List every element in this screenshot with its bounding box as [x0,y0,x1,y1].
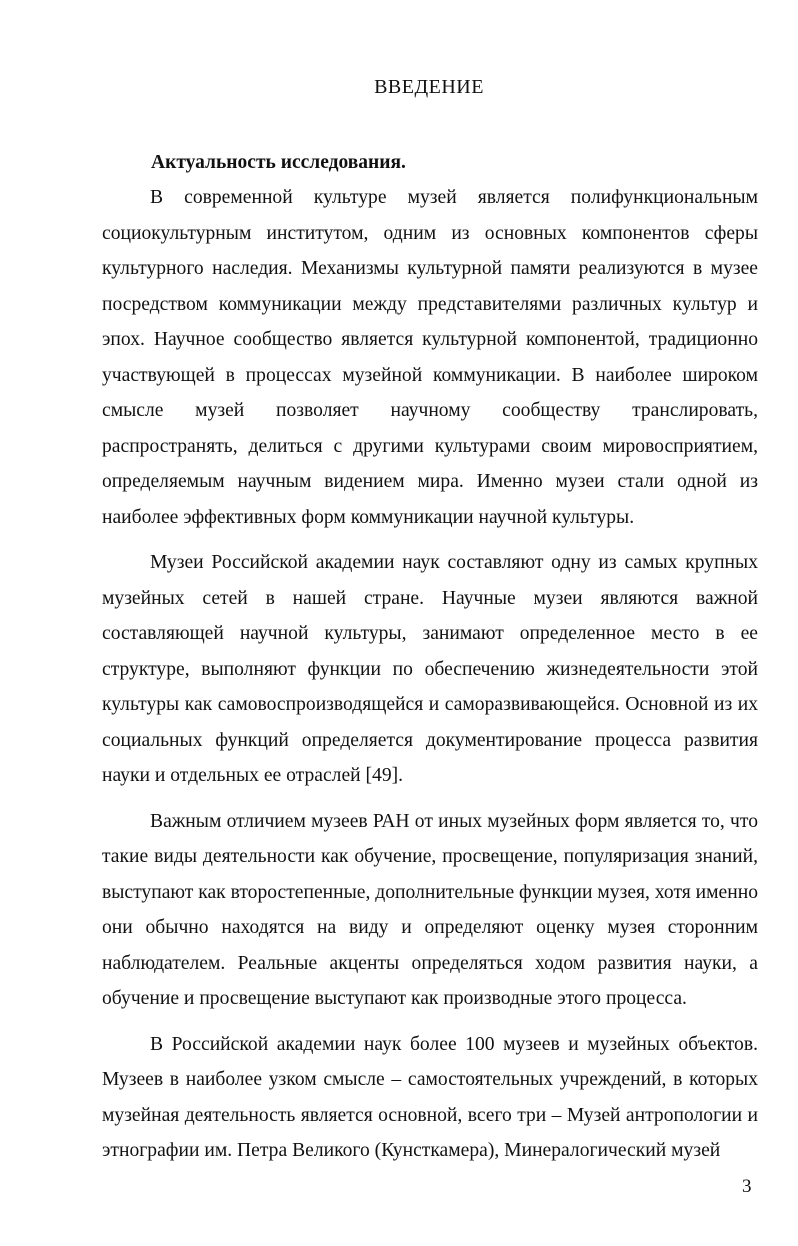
body-text [102,180,758,1169]
paragraph: Важным отличием музеев РАН от иных музейных форм является то, что такие виды деятельности как обучение, просвещение, популяризация знаний, выступают как второстепенные, дополнительные функции музея, хотя именно они обычно находятся на виду и определяют оценку музея сторонним наблюдателем. Реальные акценты определяться ходом развития науки, а обучение и просвещение выступают как производные этого процесса. [102,810,759,1009]
paragraph: Музеи Российской академии наук составляют одну из самых крупных музейных сетей в нашей стране. Научные музеи являются важной составляющей научной культуры, занимают определенное место в ее структуре, выполняют функции по обеспечению жизнедеятельности этой культуры как самовоспроизводящейся и саморазвивающейся. Основной из их социальных функций определяется документирование процесса развития науки и отдельных ее отраслей [49]. [102,552,758,786]
page-title: ВВЕДЕНИЕ [374,76,484,98]
paragraph: В Российской академии наук более 100 музеев и музейных объектов. Музеев в наиболее узком смысле – самостоятельных учреждений, в которых музейная деятельность является основной, всего три – Музей антропологии и этнографии им. Петра Великого (Кунсткамера), Минералогический музей [102,1033,758,1161]
paragraph: В современной культуре музей является полифункциональным социокультурным институтом, одним из основных компонентов сферы культурного наследия. Механизмы культурной памяти реализуются в музее посредством коммуникации между представителями различных культур и эпох. Научное сообщество является культурной компонентой, традиционно участвующей в процессах музейной коммуникации. В наиболее широком смысле музей позволяет научному сообществу транслировать, распространять, делиться с другими культурами своим мировосприятием, определяемым научным видением мира. Именно музеи стали одной из наиболее эффективных форм коммуникации научной культуры. [102,187,758,528]
section-subheading: Актуальность исследования. [151,152,406,173]
page-number: 3 [742,1176,752,1197]
